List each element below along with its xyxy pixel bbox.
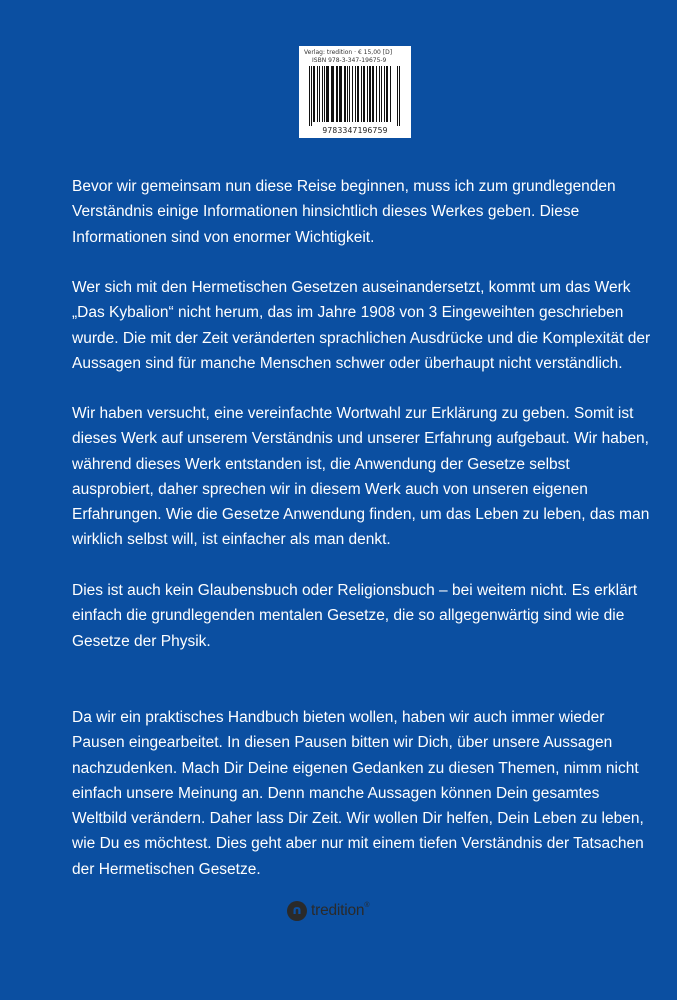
barcode-bar: [369, 66, 371, 122]
barcode-bar: [379, 66, 380, 122]
barcode-bar: [347, 66, 348, 122]
barcode-bar: [367, 66, 368, 122]
barcode-bar: [376, 66, 377, 122]
barcode-isbn: ISBN 978-3-347-19675-9: [312, 57, 387, 64]
barcode-bar: [319, 66, 320, 122]
barcode-bar: [363, 66, 365, 122]
barcode-bar: [317, 66, 318, 122]
barcode-bar: [381, 66, 382, 122]
barcode-bar: [349, 66, 350, 122]
barcode-digits: 9783347196759: [322, 126, 388, 135]
barcode-bar: [336, 66, 338, 122]
barcode-guard-bar: [311, 66, 312, 126]
barcode-bars: [307, 66, 403, 126]
barcode-publisher-price: Verlag: tredition · € 15,00 [D]: [304, 49, 393, 56]
barcode-guard-bar: [309, 66, 310, 126]
barcode-bar: [322, 66, 323, 122]
barcode-guard-bar: [397, 66, 398, 126]
barcode-guard-bar: [399, 66, 400, 126]
paragraph-intro: [72, 174, 652, 250]
paragraph-kybalion: [72, 275, 652, 376]
barcode-bar: [357, 66, 359, 122]
barcode-bar: [339, 66, 342, 122]
barcode-bar: [384, 66, 385, 122]
paragraph-handbook: [72, 705, 652, 882]
paragraph-5-text: Da wir ein praktisches Handbuch bieten wollen, haben wir auch immer wieder Pausen eingearbeitet. In diesen Pausen bitten wir Dich, über unsere Aussagen nachzudenken. Mach Dir Deine eigenen Gedanken zu diesen Themen, nimm nicht einfach unsere Meinung an. Denn manche Aussagen können Dein gesamtes Weltbild verändern. Daher lass Dir Zeit. Wir wollen Dir helfen, Dein Leben zu leben, wie Du es möchtest. Dies geht aber nur mit einem tiefen Verständnis der Tatsachen der Hermetischen Gesetze.: [72, 709, 644, 878]
registered-mark: ®: [364, 902, 370, 909]
publisher-name: tredition®: [311, 902, 370, 919]
barcode-bar: [313, 66, 315, 122]
barcode-label: [299, 46, 411, 138]
paragraph-4-text: Dies ist auch kein Glaubensbuch oder Religionsbuch – bei weitem nicht. Es erklärt einfach die grundlegenden mentalen Gesetze, die so allgegenwärtig sind wie die Gesetze der Physik.: [72, 582, 638, 650]
paragraph-3-text: Wir haben versucht, eine vereinfachte Wortwahl zur Erklärung zu geben. Somit ist dieses Werk auf unserem Verständnis und unserer Erfahrung aufgebaut. Wir haben, während dieses Werk entstanden ist, die Anwendung der Gesetze selbst ausprobiert, daher sprechen wir in diesem Werk auch von unseren eigenen Erfahrungen. Wie die Gesetze Anwendung finden, um das Leben zu leben, das man wirklich selbst will, ist einfacher als man denkt.: [72, 405, 650, 549]
barcode-bar: [390, 66, 391, 122]
paragraph-2-text: Wer sich mit den Hermetischen Gesetzen auseinandersetzt, kommt um das Werk „Das Kybalion“ nicht herum, das im Jahre 1908 von 3 Eingeweihten geschrieben wurde. Die mit der Zeit veränderten sprachlichen Ausdrücke und die Komplexität der Aussagen sind für manche Menschen schwer oder überhaupt nicht verständlich.: [72, 279, 651, 372]
paragraph-1-text: Bevor wir gemeinsam nun diese Reise beginnen, muss ich zum grundlegenden Verständnis einige Informationen hinsichtlich dieses Werkes geben. Diese Informationen sind von enormer Wichtigkeit.: [72, 178, 616, 246]
barcode-bar: [355, 66, 356, 122]
barcode-bar: [331, 66, 334, 122]
barcode-bar: [352, 66, 353, 122]
tredition-logo-icon: [287, 901, 307, 921]
barcode-bar: [324, 66, 325, 122]
barcode-bar: [344, 66, 346, 122]
publisher-logo: [287, 900, 369, 922]
paragraph-not-religion: [72, 578, 652, 654]
barcode-bar: [372, 66, 374, 122]
barcode-bar: [326, 66, 329, 122]
barcode-bar: [361, 66, 362, 122]
barcode-bar: [386, 66, 388, 122]
paragraph-approach: [72, 401, 652, 553]
